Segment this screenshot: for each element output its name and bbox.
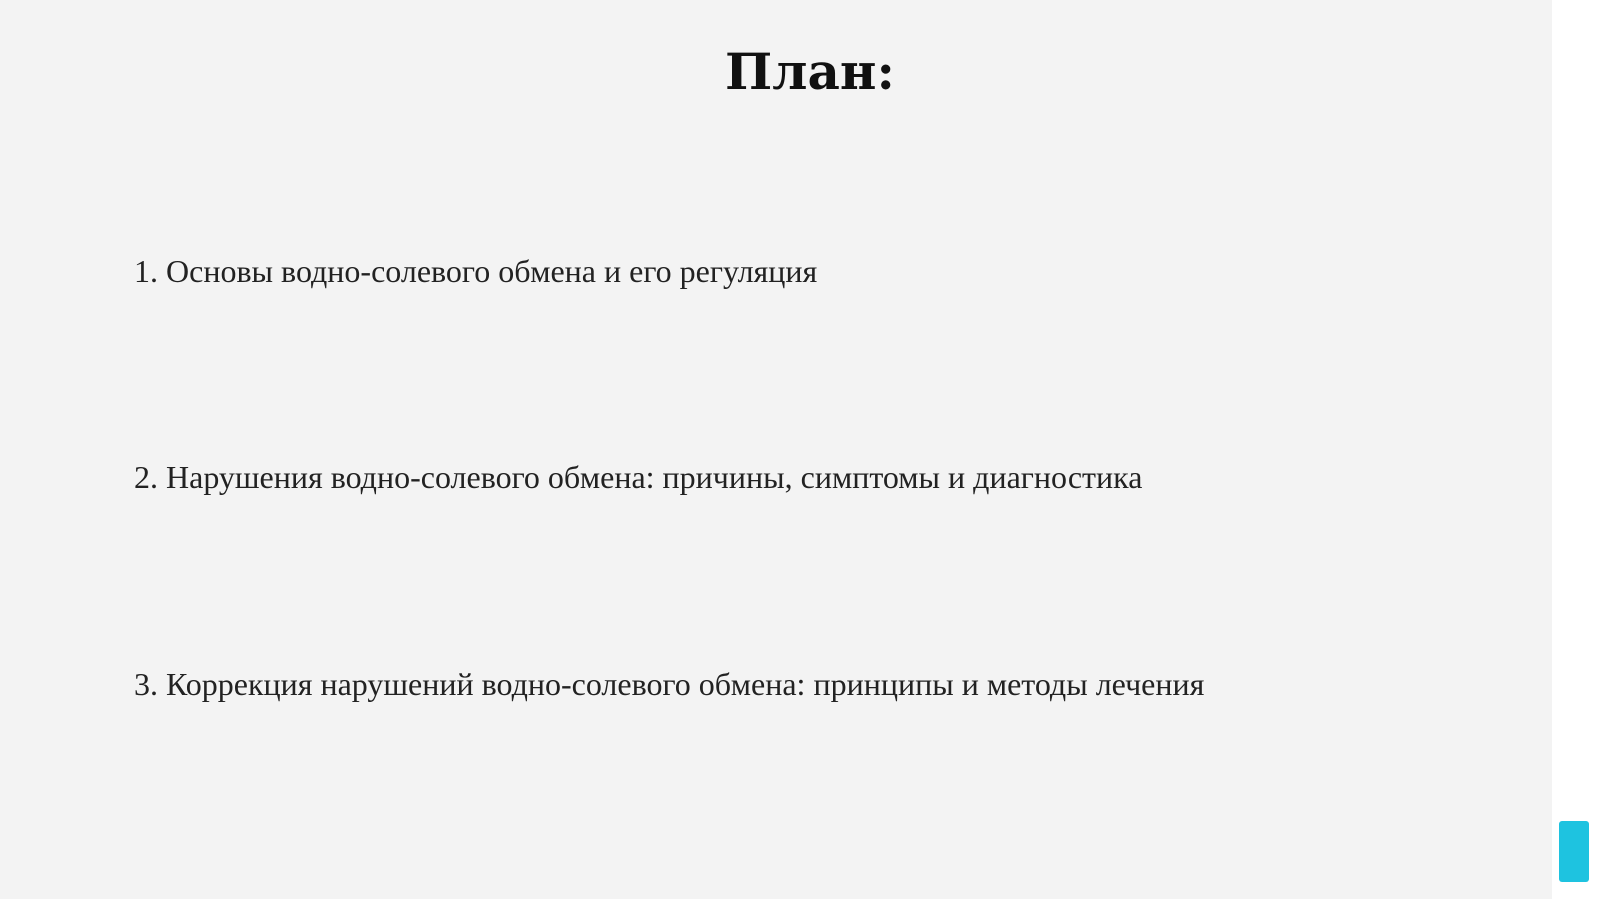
plan-item-2: 2. Нарушения водно-солевого обмена: причины, симптомы и диагностика xyxy=(134,459,1143,495)
plan-item-3: 3. Коррекция нарушений водно-солевого обмена: принципы и методы лечения xyxy=(134,666,1205,702)
scrollbar-track[interactable] xyxy=(1552,0,1600,899)
slide-title: План: xyxy=(725,42,895,101)
scrollbar-thumb[interactable] xyxy=(1559,821,1589,882)
plan-item-1: 1. Основы водно-солевого обмена и его регуляция xyxy=(134,253,818,289)
